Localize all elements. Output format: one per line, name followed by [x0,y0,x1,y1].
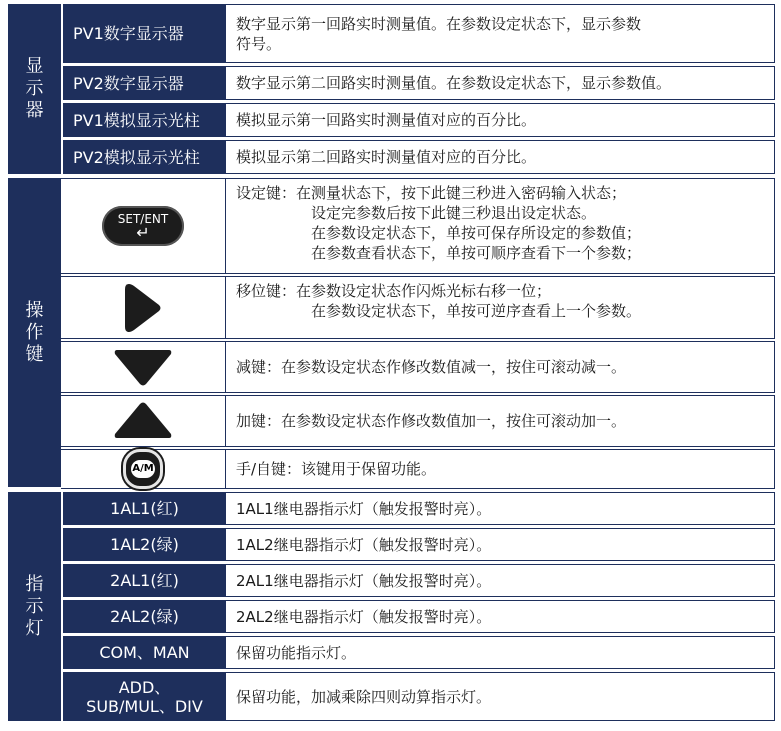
right-triangle-key-icon[interactable] [123,280,163,336]
indicator-name: 2AL2(绿) [63,600,226,633]
indicator-desc: 1AL1继电器指示灯（触发报警时亮）。 [226,492,775,525]
category-display [8,4,61,174]
indicator-name: 2AL1(红) [63,564,226,597]
key-cell-up [61,395,226,447]
row-name-pv2-bar: PV2模拟显示光柱 [63,140,226,174]
row-desc-pv1-digital: 数字显示第一回路实时测量值。在参数设定状态下，显示参数 符号。 [226,4,775,63]
key-cell-am [61,449,226,489]
category-char: 示 [25,78,44,99]
category-char: 器 [25,100,44,121]
row-desc-pv1-bar: 模拟显示第一回路实时测量值对应的百分比。 [226,103,775,137]
row-desc-set-key: 设定键：在测量状态下，按下此键三秒进入密码输入状态； 设定完参数后按下此键三秒退出设定状态。 在参数设定状态下，单按可保存所设定的参数值； 在参数查看状态下，单按可顺序查看下一个参数； [226,178,775,274]
indicator-name: 1AL2(绿) [63,528,226,561]
row-desc-shift-key: 移位键：在参数设定状态作闪烁光标右移一位； 在参数设定状态下，单按可逆序查看上一个参数。 [226,276,775,339]
indicator-name: ADD、SUB/MUL、DIV [63,672,226,721]
category-char: 显 [25,56,44,77]
row-name-pv1-digital: PV1数字显示器 [63,4,226,63]
row-name-pv2-digital: PV2数字显示器 [63,66,226,100]
row-desc-pv2-digital: 数字显示第二回路实时测量值。在参数设定状态下，显示参数值。 [226,66,775,100]
indicator-desc: 1AL2继电器指示灯（触发报警时亮）。 [226,528,775,561]
set-ent-key-icon[interactable]: SET/ENT ↵ [102,206,184,246]
indicator-desc: 2AL1继电器指示灯（触发报警时亮）。 [226,564,775,597]
key-cell-shift [61,276,226,339]
row-desc-am-key: 手/自键：该键用于保留功能。 [226,449,775,489]
row-desc-up-key: 加键：在参数设定状态作修改数值加一，按住可滚动加一。 [226,395,775,447]
up-triangle-key-icon[interactable] [113,400,173,442]
down-triangle-key-icon[interactable] [113,346,173,388]
category-char: 作 [25,321,44,343]
indicator-name: COM、MAN [63,636,226,669]
category-char: 示 [25,595,44,617]
key-cell-set-ent [61,178,226,274]
row-name-pv1-bar: PV1模拟显示光柱 [63,103,226,137]
category-indicators [8,492,61,721]
category-keys [8,178,61,487]
row-desc-pv2-bar: 模拟显示第二回路实时测量值对应的百分比。 [226,140,775,174]
category-char: 键 [25,343,44,365]
category-char: 指 [25,573,44,595]
indicator-name: 1AL1(红) [63,492,226,525]
am-key-icon[interactable]: A/M [123,449,163,489]
indicator-desc: 保留功能指示灯。 [226,636,775,669]
key-cell-down [61,341,226,393]
row-desc-down-key: 减键：在参数设定状态作修改数值减一，按住可滚动减一。 [226,341,775,393]
spec-table [8,4,775,721]
category-char: 灯 [25,617,44,639]
indicator-desc: 保留功能，加减乘除四则动算指示灯。 [226,672,775,721]
indicator-desc: 2AL2继电器指示灯（触发报警时亮）。 [226,600,775,633]
category-char: 操 [25,299,44,321]
